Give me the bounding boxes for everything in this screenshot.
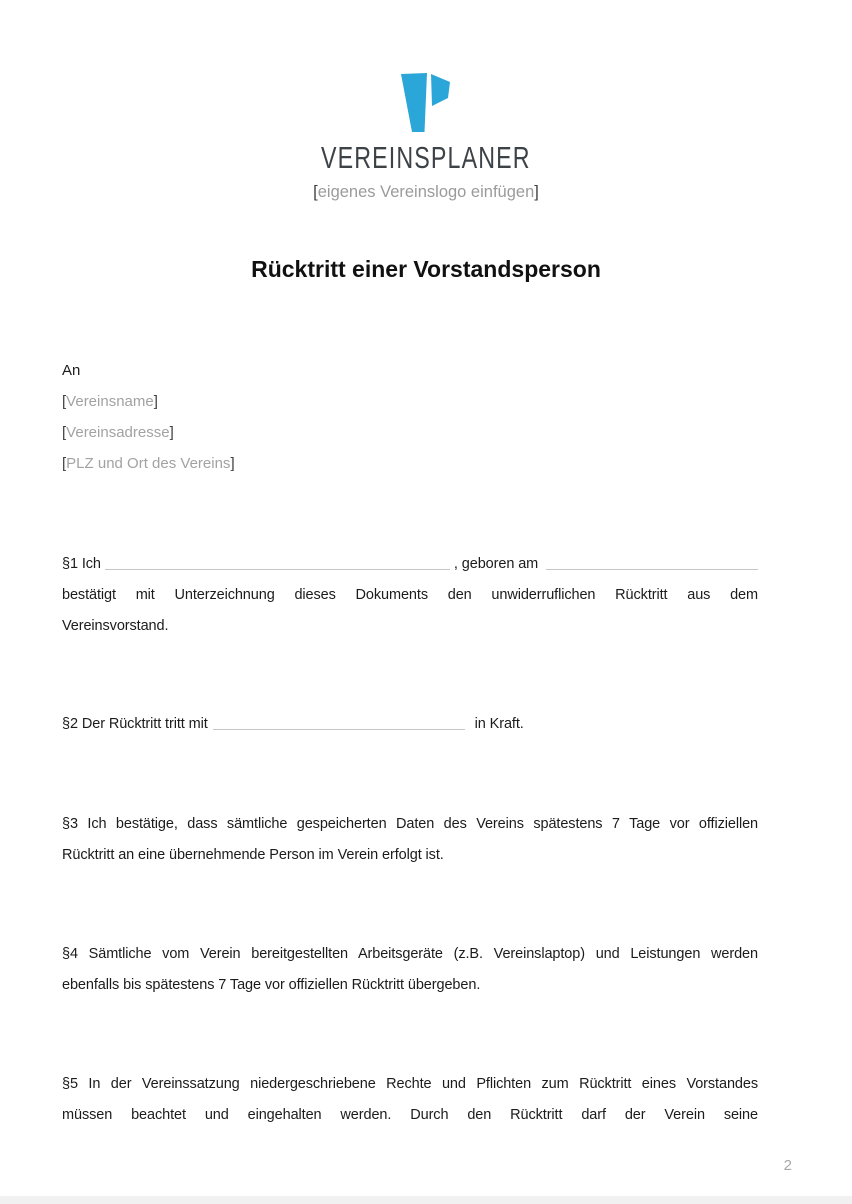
clause-1-line-1 <box>62 549 758 580</box>
recipient-block <box>62 355 235 479</box>
clause-4-line-2: ebenfalls bis spätestens 7 Tage vor offiziellen Rücktritt übergeben. <box>62 977 481 993</box>
bracket-close: ] <box>153 393 158 410</box>
clause-2 <box>62 709 758 740</box>
clause-1-line-2: bestätigt mit Unterzeichnung dieses Dokuments den unwiderruflichen Rücktritt aus dem <box>62 587 758 603</box>
clause-5 <box>62 1069 758 1131</box>
bracket-close: ] <box>169 424 174 441</box>
brand-row <box>0 141 852 180</box>
placeholder-text: Vereinsadresse <box>66 424 170 441</box>
clause-1-lead: §1 Ich <box>62 556 101 572</box>
document-title: Rücktritt einer Vorstandsperson <box>251 256 601 282</box>
brand-wordmark: VEREINSPLANER <box>321 140 531 175</box>
clause-3 <box>62 809 758 871</box>
clause-2-line-1 <box>62 709 758 740</box>
bracket-open: [ <box>313 183 318 201</box>
name-blank-line <box>105 557 450 570</box>
recipient-label: An <box>62 362 81 379</box>
placeholder-vereinsadresse <box>62 417 235 448</box>
logo-placeholder-note <box>0 182 852 203</box>
clause-2-lead: §2 Der Rücktritt tritt mit <box>62 716 208 732</box>
logo-block <box>0 72 852 203</box>
bracket-open: [ <box>62 393 67 410</box>
clause-5-line-2: müssen beachtet und eingehalten werden. Durch den Rücktritt darf der Verein seine <box>62 1107 758 1123</box>
bracket-close: ] <box>534 183 539 201</box>
logo-placeholder-text: eigenes Vereinslogo einfügen <box>317 183 535 201</box>
clause-3-line-2: Rücktritt an eine übernehmende Person im Verein erfolgt ist. <box>62 847 444 863</box>
bracket-open: [ <box>62 455 67 472</box>
page-bottom-edge <box>0 1196 852 1204</box>
clause-1-mid: , geboren am <box>453 556 539 572</box>
bracket-open: [ <box>62 424 67 441</box>
vereinsplaner-logo-icon <box>400 72 452 133</box>
clause-3-line-1: §3 Ich bestätige, dass sämtliche gespeicherten Daten des Vereins spätestens 7 Tage vor offiziellen <box>62 816 758 832</box>
clause-1 <box>62 549 758 642</box>
logo-stem-shape <box>401 73 427 132</box>
clause-2-tail: in Kraft. <box>474 716 524 732</box>
placeholder-plz-ort <box>62 448 235 479</box>
clause-5-line-1: §5 In der Vereinssatzung niedergeschriebene Rechte und Pflichten zum Rücktritt eines Vorstandes <box>62 1076 758 1092</box>
effective-date-blank-line <box>213 717 465 730</box>
placeholder-vereinsname <box>62 386 235 417</box>
clause-1-line-3: Vereinsvorstand. <box>62 618 169 634</box>
clause-4 <box>62 939 758 1001</box>
bracket-close: ] <box>230 455 235 472</box>
placeholder-text: PLZ und Ort des Vereins <box>66 455 231 472</box>
page-number: 2 <box>783 1157 792 1174</box>
placeholder-text: Vereinsname <box>66 393 154 410</box>
clause-4-line-1: §4 Sämtliche vom Verein bereitgestellten Arbeitsgeräte (z.B. Vereinslaptop) und Leistungen werden <box>62 946 758 962</box>
birthdate-blank-line <box>546 557 758 570</box>
logo-flag-shape <box>431 74 450 106</box>
